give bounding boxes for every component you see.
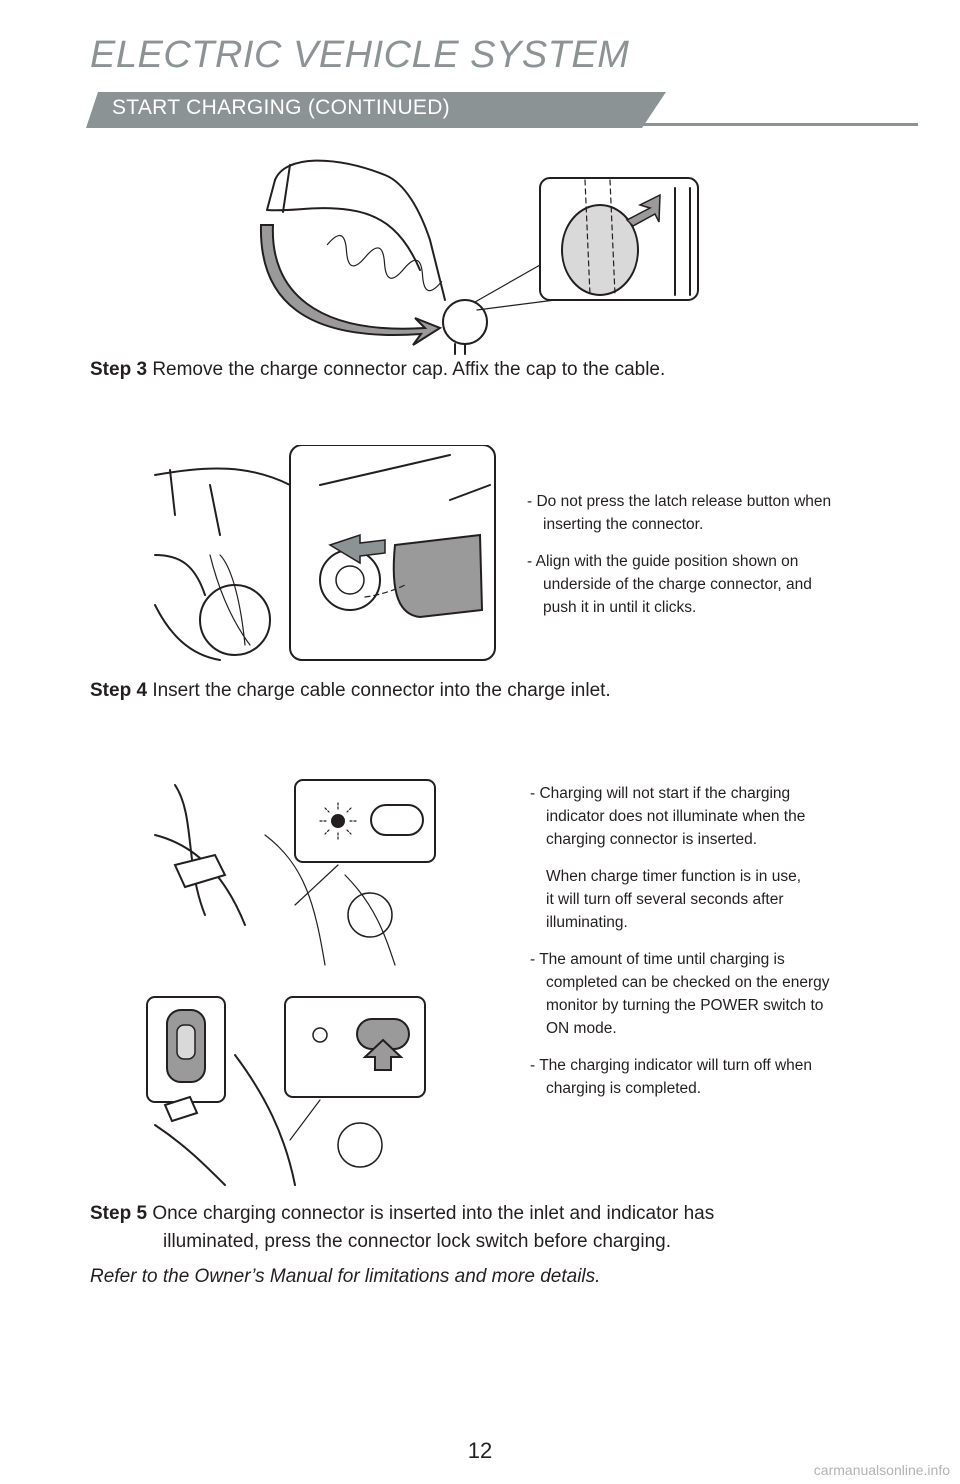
step-5-text-line1: Once charging connector is inserted into the inlet and indicator has	[152, 1203, 715, 1224]
step-5	[90, 1200, 870, 1256]
banner-label: START CHARGING (CONTINUED)	[112, 96, 450, 119]
section-title: ELECTRIC VEHICLE SYSTEM	[90, 34, 630, 76]
step-4-text: Insert the charge cable connector into the charge inlet.	[152, 680, 611, 701]
note-line: - Do not press the latch release button when	[527, 493, 832, 510]
note-indicator-off	[528, 1054, 893, 1100]
note-line: push it in until it clicks.	[543, 599, 697, 616]
note-line: it will turn off several seconds after	[546, 891, 784, 908]
watermark: carmanualsonline.info	[813, 1462, 950, 1478]
note-line: inserting the connector.	[543, 516, 704, 533]
note-indicator	[528, 782, 893, 851]
note-line: When charge timer function is in use,	[546, 868, 802, 885]
note-line: - The amount of time until charging is	[530, 951, 785, 968]
note-line: ON mode.	[546, 1020, 617, 1037]
note-line: charging connector is inserted.	[546, 831, 758, 848]
note-latch	[525, 490, 885, 536]
step-3	[90, 356, 870, 384]
step-5-label: Step 5	[90, 1203, 148, 1224]
page-number: 12	[467, 1438, 493, 1463]
note-line: - Align with the guide position shown on	[527, 553, 799, 570]
note-energy-monitor	[528, 948, 893, 1040]
note-line: monitor by turning the POWER switch to	[546, 997, 824, 1014]
charging-indicator-illustration	[145, 775, 440, 970]
note-line: underside of the charge connector, and	[543, 576, 812, 593]
step-3-label: Step 3	[90, 359, 148, 380]
connector-lock-switch-illustration	[145, 995, 430, 1190]
charge-inlet-illustration	[150, 445, 500, 665]
note-line: illuminating.	[546, 914, 628, 931]
connector-cap-illustration	[255, 150, 705, 355]
note-align	[525, 550, 885, 619]
note-timer	[528, 865, 893, 934]
step-4-label: Step 4	[90, 680, 148, 701]
step-5-notes	[528, 782, 893, 1114]
note-line: - Charging will not start if the charging	[530, 785, 791, 802]
step-4-notes	[525, 490, 885, 633]
note-line: completed can be checked on the energy	[546, 974, 830, 991]
note-line: - The charging indicator will turn off when	[530, 1057, 813, 1074]
banner-rule	[640, 123, 918, 126]
step-5-text-line2: illuminated, press the connector lock switch before charging.	[163, 1231, 671, 1252]
step-4	[90, 677, 870, 705]
note-line: charging is completed.	[546, 1080, 702, 1097]
step-3-text: Remove the charge connector cap. Affix the cap to the cable.	[152, 359, 666, 380]
note-line: indicator does not illuminate when the	[546, 808, 806, 825]
owners-manual-reference: Refer to the Owner’s Manual for limitations and more details.	[90, 1266, 601, 1287]
